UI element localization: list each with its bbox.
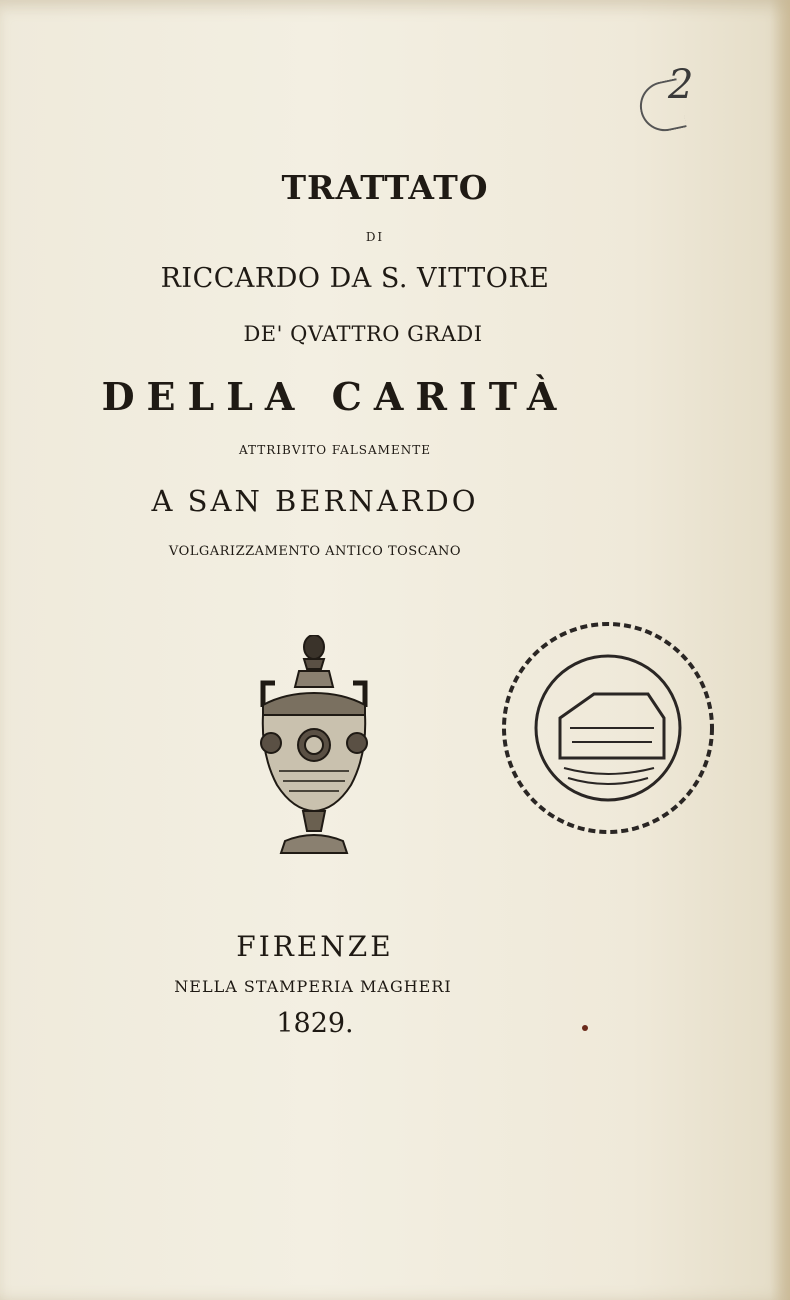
title-attribuito: ATTRIBVITO FALSAMENTE bbox=[238, 443, 431, 457]
library-stamp-icon bbox=[498, 618, 718, 838]
title-author: RICCARDO DA S. VITTORE bbox=[160, 263, 550, 294]
title-gradi: DE' QVATTRO GRADI bbox=[243, 322, 483, 346]
title-volgarizzamento: VOLGARIZZAMENTO ANTICO TOSCANO bbox=[168, 544, 462, 559]
imprint-year: 1829. bbox=[276, 1008, 354, 1039]
title-di: DI bbox=[365, 230, 385, 244]
shelfmark-number: 2 bbox=[668, 62, 694, 108]
imprint-city: FIRENZE bbox=[236, 930, 394, 963]
urn-icon bbox=[255, 635, 373, 865]
title-carita: DELLA CARITÀ bbox=[101, 374, 569, 419]
ink-spot bbox=[582, 1025, 588, 1031]
title-trattato: TRATTATO bbox=[281, 168, 489, 207]
imprint-printer: NELLA STAMPERIA MAGHERI bbox=[174, 977, 452, 996]
handwritten-shelfmark bbox=[640, 62, 710, 142]
title-san-bernardo: A SAN BERNARDO bbox=[151, 484, 479, 518]
